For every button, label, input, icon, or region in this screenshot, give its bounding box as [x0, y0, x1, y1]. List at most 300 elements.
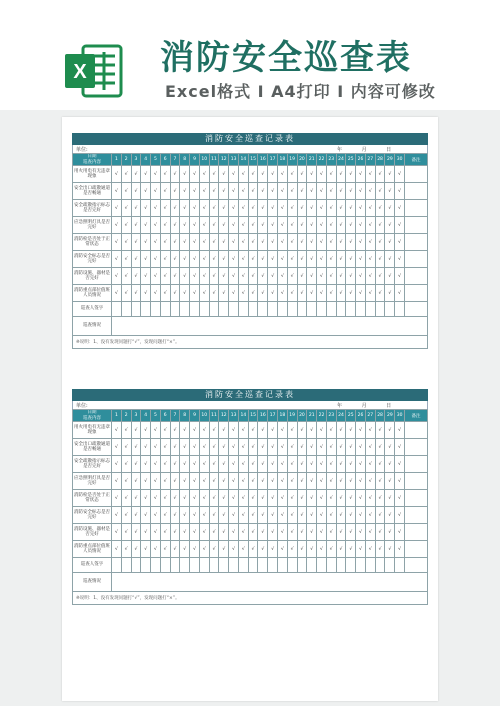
check-cell[interactable]: √ [199, 285, 209, 302]
signer-cell[interactable] [229, 302, 239, 317]
signer-cell[interactable] [199, 302, 209, 317]
signer-cell[interactable] [248, 302, 258, 317]
signer-cell[interactable] [326, 302, 336, 317]
check-cell[interactable]: √ [199, 251, 209, 268]
check-cell[interactable]: √ [385, 422, 395, 439]
check-cell[interactable]: √ [112, 456, 122, 473]
check-cell[interactable]: √ [229, 507, 239, 524]
check-cell[interactable]: √ [170, 217, 180, 234]
check-cell[interactable]: √ [346, 456, 356, 473]
check-cell[interactable]: √ [268, 166, 278, 183]
check-cell[interactable]: √ [248, 268, 258, 285]
signer-cell[interactable] [190, 302, 200, 317]
check-cell[interactable]: √ [238, 490, 248, 507]
check-cell[interactable]: √ [307, 541, 317, 558]
check-cell[interactable]: √ [199, 507, 209, 524]
check-cell[interactable]: √ [297, 268, 307, 285]
check-cell[interactable]: √ [229, 234, 239, 251]
check-cell[interactable]: √ [326, 183, 336, 200]
check-cell[interactable]: √ [248, 234, 258, 251]
remark-cell[interactable] [405, 422, 428, 439]
check-cell[interactable]: √ [258, 422, 268, 439]
check-cell[interactable]: √ [190, 473, 200, 490]
check-cell[interactable]: √ [385, 490, 395, 507]
check-cell[interactable]: √ [170, 439, 180, 456]
signer-cell[interactable] [336, 302, 346, 317]
check-cell[interactable]: √ [160, 217, 170, 234]
check-cell[interactable]: √ [131, 541, 141, 558]
check-cell[interactable]: √ [180, 507, 190, 524]
check-cell[interactable]: √ [160, 268, 170, 285]
check-cell[interactable]: √ [356, 234, 366, 251]
check-cell[interactable]: √ [287, 439, 297, 456]
check-cell[interactable]: √ [356, 490, 366, 507]
check-cell[interactable]: √ [258, 217, 268, 234]
check-cell[interactable]: √ [297, 166, 307, 183]
check-cell[interactable]: √ [317, 200, 327, 217]
check-cell[interactable]: √ [258, 268, 268, 285]
check-cell[interactable]: √ [121, 507, 131, 524]
check-cell[interactable]: √ [170, 251, 180, 268]
check-cell[interactable]: √ [258, 456, 268, 473]
check-cell[interactable]: √ [307, 251, 317, 268]
check-cell[interactable]: √ [248, 285, 258, 302]
check-cell[interactable]: √ [180, 251, 190, 268]
check-cell[interactable]: √ [317, 285, 327, 302]
check-cell[interactable]: √ [121, 456, 131, 473]
check-cell[interactable]: √ [112, 166, 122, 183]
check-cell[interactable]: √ [112, 541, 122, 558]
check-cell[interactable]: √ [356, 183, 366, 200]
check-cell[interactable]: √ [307, 200, 317, 217]
signer-cell[interactable] [258, 302, 268, 317]
check-cell[interactable]: √ [297, 473, 307, 490]
check-cell[interactable]: √ [375, 251, 385, 268]
check-cell[interactable]: √ [278, 268, 288, 285]
check-cell[interactable]: √ [160, 285, 170, 302]
check-cell[interactable]: √ [268, 507, 278, 524]
check-cell[interactable]: √ [131, 439, 141, 456]
check-cell[interactable]: √ [160, 251, 170, 268]
check-cell[interactable]: √ [287, 183, 297, 200]
check-cell[interactable]: √ [151, 251, 161, 268]
check-cell[interactable]: √ [190, 541, 200, 558]
check-cell[interactable]: √ [151, 285, 161, 302]
check-cell[interactable]: √ [268, 541, 278, 558]
remark-cell[interactable] [405, 217, 428, 234]
check-cell[interactable]: √ [385, 439, 395, 456]
check-cell[interactable]: √ [199, 166, 209, 183]
signer-cell[interactable] [287, 558, 297, 573]
signer-cell[interactable] [209, 558, 219, 573]
check-cell[interactable]: √ [160, 166, 170, 183]
check-cell[interactable]: √ [297, 456, 307, 473]
check-cell[interactable]: √ [307, 439, 317, 456]
check-cell[interactable]: √ [365, 541, 375, 558]
check-cell[interactable]: √ [248, 473, 258, 490]
check-cell[interactable]: √ [238, 439, 248, 456]
check-cell[interactable]: √ [229, 268, 239, 285]
check-cell[interactable]: √ [121, 541, 131, 558]
signer-cell[interactable] [141, 558, 151, 573]
check-cell[interactable]: √ [307, 285, 317, 302]
check-cell[interactable]: √ [238, 507, 248, 524]
check-cell[interactable]: √ [160, 524, 170, 541]
check-cell[interactable]: √ [180, 285, 190, 302]
check-cell[interactable]: √ [317, 268, 327, 285]
check-cell[interactable]: √ [395, 490, 405, 507]
check-cell[interactable]: √ [121, 439, 131, 456]
check-cell[interactable]: √ [336, 217, 346, 234]
check-cell[interactable]: √ [151, 166, 161, 183]
check-cell[interactable]: √ [356, 166, 366, 183]
check-cell[interactable]: √ [151, 490, 161, 507]
check-cell[interactable]: √ [170, 183, 180, 200]
check-cell[interactable]: √ [375, 217, 385, 234]
check-cell[interactable]: √ [229, 456, 239, 473]
check-cell[interactable]: √ [297, 251, 307, 268]
signer-cell[interactable] [307, 302, 317, 317]
check-cell[interactable]: √ [229, 166, 239, 183]
remark-cell[interactable] [405, 558, 428, 573]
check-cell[interactable]: √ [219, 166, 229, 183]
check-cell[interactable]: √ [141, 217, 151, 234]
check-cell[interactable]: √ [395, 422, 405, 439]
check-cell[interactable]: √ [180, 234, 190, 251]
check-cell[interactable]: √ [209, 456, 219, 473]
check-cell[interactable]: √ [307, 490, 317, 507]
check-cell[interactable]: √ [395, 268, 405, 285]
check-cell[interactable]: √ [112, 268, 122, 285]
check-cell[interactable]: √ [287, 422, 297, 439]
check-cell[interactable]: √ [326, 200, 336, 217]
remark-cell[interactable] [405, 490, 428, 507]
check-cell[interactable]: √ [180, 217, 190, 234]
check-cell[interactable]: √ [180, 183, 190, 200]
check-cell[interactable]: √ [336, 183, 346, 200]
check-cell[interactable]: √ [229, 200, 239, 217]
check-cell[interactable]: √ [317, 234, 327, 251]
check-cell[interactable]: √ [180, 422, 190, 439]
check-cell[interactable]: √ [365, 217, 375, 234]
check-cell[interactable]: √ [199, 268, 209, 285]
check-cell[interactable]: √ [199, 422, 209, 439]
check-cell[interactable]: √ [229, 183, 239, 200]
check-cell[interactable]: √ [326, 285, 336, 302]
check-cell[interactable]: √ [375, 200, 385, 217]
check-cell[interactable]: √ [326, 456, 336, 473]
check-cell[interactable]: √ [375, 166, 385, 183]
check-cell[interactable]: √ [209, 234, 219, 251]
check-cell[interactable]: √ [307, 456, 317, 473]
check-cell[interactable]: √ [229, 285, 239, 302]
check-cell[interactable]: √ [170, 200, 180, 217]
check-cell[interactable]: √ [356, 251, 366, 268]
check-cell[interactable]: √ [356, 268, 366, 285]
check-cell[interactable]: √ [268, 524, 278, 541]
check-cell[interactable]: √ [238, 251, 248, 268]
check-cell[interactable]: √ [278, 217, 288, 234]
check-cell[interactable]: √ [229, 524, 239, 541]
check-cell[interactable]: √ [238, 268, 248, 285]
check-cell[interactable]: √ [219, 490, 229, 507]
check-cell[interactable]: √ [131, 524, 141, 541]
check-cell[interactable]: √ [131, 217, 141, 234]
check-cell[interactable]: √ [317, 166, 327, 183]
check-cell[interactable]: √ [248, 422, 258, 439]
remark-cell[interactable] [405, 234, 428, 251]
check-cell[interactable]: √ [385, 507, 395, 524]
check-cell[interactable]: √ [190, 268, 200, 285]
check-cell[interactable]: √ [219, 234, 229, 251]
check-cell[interactable]: √ [248, 507, 258, 524]
check-cell[interactable]: √ [258, 507, 268, 524]
signer-cell[interactable] [356, 302, 366, 317]
check-cell[interactable]: √ [346, 268, 356, 285]
check-cell[interactable]: √ [336, 490, 346, 507]
check-cell[interactable]: √ [317, 183, 327, 200]
check-cell[interactable]: √ [121, 490, 131, 507]
signer-cell[interactable] [151, 302, 161, 317]
check-cell[interactable]: √ [121, 200, 131, 217]
check-cell[interactable]: √ [238, 541, 248, 558]
signer-cell[interactable] [238, 558, 248, 573]
remark-cell[interactable] [405, 524, 428, 541]
check-cell[interactable]: √ [112, 524, 122, 541]
check-cell[interactable]: √ [209, 166, 219, 183]
signer-cell[interactable] [141, 302, 151, 317]
remark-cell[interactable] [405, 166, 428, 183]
check-cell[interactable]: √ [131, 422, 141, 439]
check-cell[interactable]: √ [395, 439, 405, 456]
check-cell[interactable]: √ [297, 507, 307, 524]
signer-cell[interactable] [385, 302, 395, 317]
check-cell[interactable]: √ [356, 507, 366, 524]
check-cell[interactable]: √ [141, 285, 151, 302]
check-cell[interactable]: √ [151, 217, 161, 234]
check-cell[interactable]: √ [356, 285, 366, 302]
check-cell[interactable]: √ [229, 251, 239, 268]
check-cell[interactable]: √ [199, 490, 209, 507]
check-cell[interactable]: √ [190, 183, 200, 200]
check-cell[interactable]: √ [199, 541, 209, 558]
check-cell[interactable]: √ [209, 473, 219, 490]
check-cell[interactable]: √ [209, 490, 219, 507]
signer-cell[interactable] [219, 558, 229, 573]
check-cell[interactable]: √ [365, 166, 375, 183]
check-cell[interactable]: √ [326, 439, 336, 456]
check-cell[interactable]: √ [199, 439, 209, 456]
check-cell[interactable]: √ [141, 200, 151, 217]
check-cell[interactable]: √ [326, 473, 336, 490]
check-cell[interactable]: √ [190, 507, 200, 524]
check-cell[interactable]: √ [248, 200, 258, 217]
signer-cell[interactable] [317, 302, 327, 317]
check-cell[interactable]: √ [307, 507, 317, 524]
check-cell[interactable]: √ [121, 166, 131, 183]
signer-cell[interactable] [160, 558, 170, 573]
check-cell[interactable]: √ [278, 541, 288, 558]
check-cell[interactable]: √ [248, 183, 258, 200]
check-cell[interactable]: √ [209, 541, 219, 558]
check-cell[interactable]: √ [131, 234, 141, 251]
check-cell[interactable]: √ [307, 166, 317, 183]
check-cell[interactable]: √ [199, 524, 209, 541]
check-cell[interactable]: √ [258, 439, 268, 456]
check-cell[interactable]: √ [209, 251, 219, 268]
signer-cell[interactable] [278, 558, 288, 573]
check-cell[interactable]: √ [160, 439, 170, 456]
check-cell[interactable]: √ [141, 507, 151, 524]
check-cell[interactable]: √ [297, 490, 307, 507]
check-cell[interactable]: √ [365, 234, 375, 251]
check-cell[interactable]: √ [219, 439, 229, 456]
check-cell[interactable]: √ [112, 507, 122, 524]
remark-cell[interactable] [405, 302, 428, 317]
check-cell[interactable]: √ [287, 456, 297, 473]
check-cell[interactable]: √ [151, 473, 161, 490]
check-cell[interactable]: √ [248, 524, 258, 541]
check-cell[interactable]: √ [365, 200, 375, 217]
check-cell[interactable]: √ [385, 456, 395, 473]
signer-cell[interactable] [131, 558, 141, 573]
check-cell[interactable]: √ [395, 200, 405, 217]
signer-cell[interactable] [297, 558, 307, 573]
check-cell[interactable]: √ [375, 541, 385, 558]
check-cell[interactable]: √ [180, 473, 190, 490]
signer-cell[interactable] [375, 302, 385, 317]
check-cell[interactable]: √ [180, 490, 190, 507]
check-cell[interactable]: √ [287, 234, 297, 251]
check-cell[interactable]: √ [268, 268, 278, 285]
check-cell[interactable]: √ [375, 234, 385, 251]
check-cell[interactable]: √ [180, 456, 190, 473]
check-cell[interactable]: √ [112, 234, 122, 251]
check-cell[interactable]: √ [219, 251, 229, 268]
check-cell[interactable]: √ [356, 422, 366, 439]
check-cell[interactable]: √ [326, 234, 336, 251]
check-cell[interactable]: √ [385, 285, 395, 302]
signer-cell[interactable] [326, 558, 336, 573]
check-cell[interactable]: √ [151, 200, 161, 217]
check-cell[interactable]: √ [336, 422, 346, 439]
signer-cell[interactable] [151, 558, 161, 573]
check-cell[interactable]: √ [248, 217, 258, 234]
check-cell[interactable]: √ [365, 285, 375, 302]
signer-cell[interactable] [121, 302, 131, 317]
check-cell[interactable]: √ [297, 183, 307, 200]
check-cell[interactable]: √ [326, 268, 336, 285]
check-cell[interactable]: √ [278, 490, 288, 507]
check-cell[interactable]: √ [199, 183, 209, 200]
check-cell[interactable]: √ [180, 268, 190, 285]
check-cell[interactable]: √ [170, 268, 180, 285]
check-cell[interactable]: √ [238, 473, 248, 490]
check-cell[interactable]: √ [229, 439, 239, 456]
check-cell[interactable]: √ [190, 200, 200, 217]
check-cell[interactable]: √ [151, 268, 161, 285]
signer-cell[interactable] [365, 302, 375, 317]
check-cell[interactable]: √ [326, 217, 336, 234]
signer-cell[interactable] [258, 558, 268, 573]
signer-cell[interactable] [209, 302, 219, 317]
signer-cell[interactable] [160, 302, 170, 317]
check-cell[interactable]: √ [180, 439, 190, 456]
check-cell[interactable]: √ [190, 166, 200, 183]
check-cell[interactable]: √ [131, 268, 141, 285]
check-cell[interactable]: √ [131, 490, 141, 507]
check-cell[interactable]: √ [238, 166, 248, 183]
check-cell[interactable]: √ [170, 166, 180, 183]
check-cell[interactable]: √ [219, 268, 229, 285]
check-cell[interactable]: √ [278, 439, 288, 456]
check-cell[interactable]: √ [209, 217, 219, 234]
check-cell[interactable]: √ [112, 183, 122, 200]
check-cell[interactable]: √ [395, 456, 405, 473]
check-cell[interactable]: √ [317, 490, 327, 507]
check-cell[interactable]: √ [209, 524, 219, 541]
signer-cell[interactable] [287, 302, 297, 317]
check-cell[interactable]: √ [356, 217, 366, 234]
check-cell[interactable]: √ [287, 524, 297, 541]
check-cell[interactable]: √ [209, 439, 219, 456]
signer-cell[interactable] [317, 558, 327, 573]
check-cell[interactable]: √ [219, 507, 229, 524]
check-cell[interactable]: √ [356, 439, 366, 456]
check-cell[interactable]: √ [190, 285, 200, 302]
check-cell[interactable]: √ [141, 268, 151, 285]
check-cell[interactable]: √ [238, 422, 248, 439]
situation-cell[interactable] [112, 573, 428, 592]
check-cell[interactable]: √ [395, 524, 405, 541]
check-cell[interactable]: √ [375, 183, 385, 200]
check-cell[interactable]: √ [307, 422, 317, 439]
check-cell[interactable]: √ [160, 234, 170, 251]
check-cell[interactable]: √ [121, 268, 131, 285]
check-cell[interactable]: √ [209, 285, 219, 302]
check-cell[interactable]: √ [287, 285, 297, 302]
check-cell[interactable]: √ [395, 541, 405, 558]
remark-cell[interactable] [405, 456, 428, 473]
check-cell[interactable]: √ [268, 183, 278, 200]
check-cell[interactable]: √ [297, 200, 307, 217]
check-cell[interactable]: √ [151, 183, 161, 200]
signer-cell[interactable] [219, 302, 229, 317]
check-cell[interactable]: √ [385, 268, 395, 285]
check-cell[interactable]: √ [170, 234, 180, 251]
check-cell[interactable]: √ [112, 422, 122, 439]
check-cell[interactable]: √ [160, 456, 170, 473]
check-cell[interactable]: √ [365, 268, 375, 285]
check-cell[interactable]: √ [131, 183, 141, 200]
signer-cell[interactable] [356, 558, 366, 573]
signer-cell[interactable] [121, 558, 131, 573]
check-cell[interactable]: √ [151, 234, 161, 251]
check-cell[interactable]: √ [131, 200, 141, 217]
check-cell[interactable]: √ [160, 200, 170, 217]
check-cell[interactable]: √ [307, 473, 317, 490]
check-cell[interactable]: √ [346, 285, 356, 302]
check-cell[interactable]: √ [258, 234, 268, 251]
check-cell[interactable]: √ [365, 183, 375, 200]
check-cell[interactable]: √ [268, 456, 278, 473]
check-cell[interactable]: √ [209, 200, 219, 217]
check-cell[interactable]: √ [141, 490, 151, 507]
check-cell[interactable]: √ [307, 524, 317, 541]
check-cell[interactable]: √ [121, 524, 131, 541]
check-cell[interactable]: √ [326, 507, 336, 524]
check-cell[interactable]: √ [287, 507, 297, 524]
